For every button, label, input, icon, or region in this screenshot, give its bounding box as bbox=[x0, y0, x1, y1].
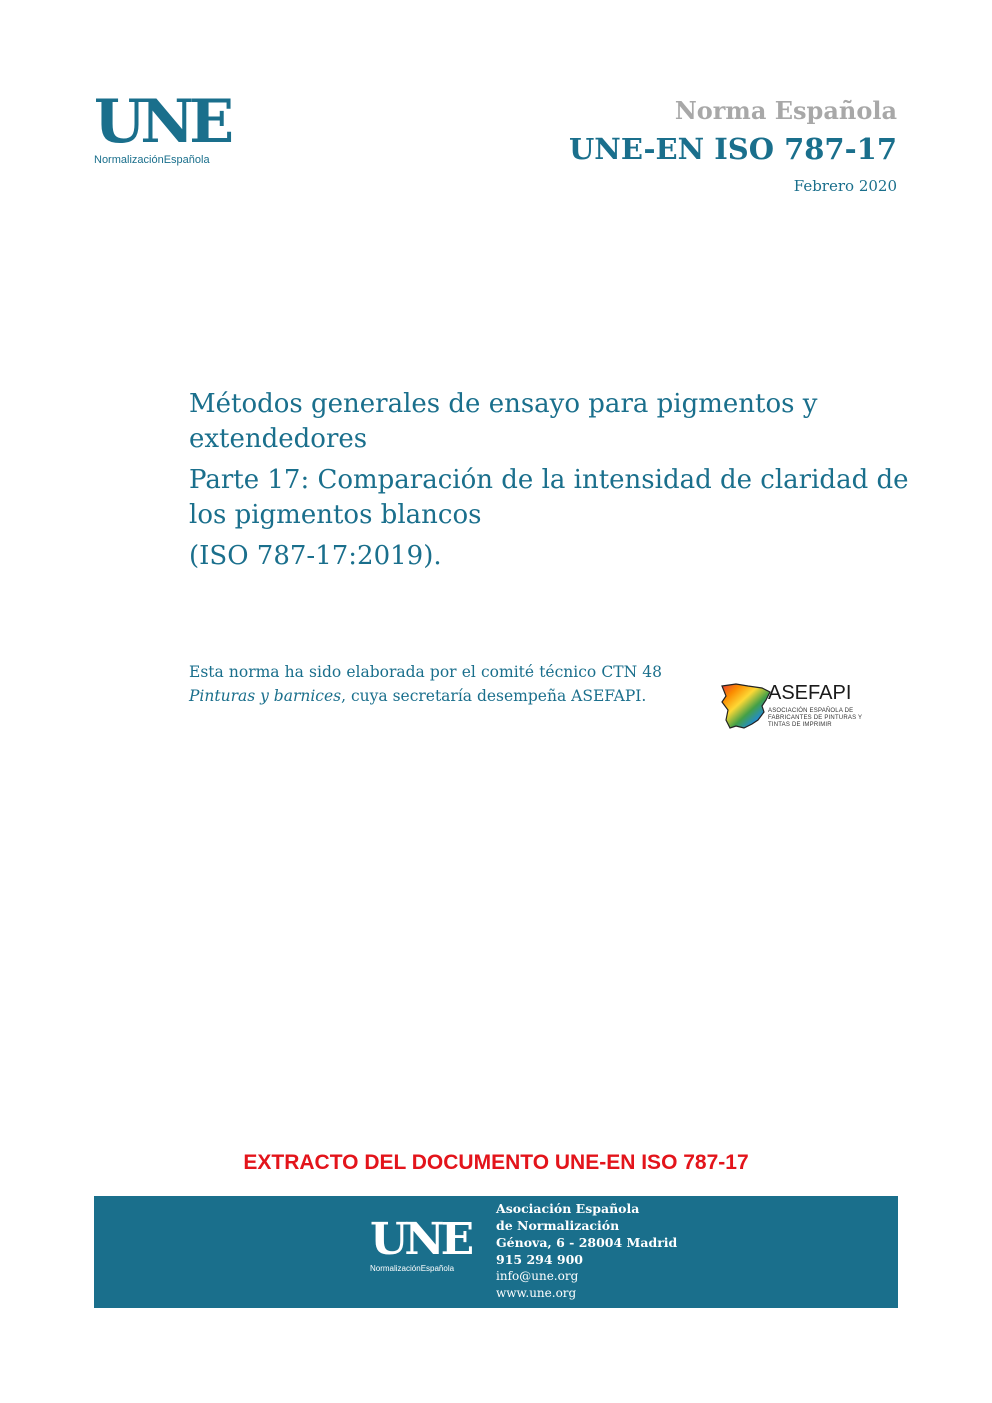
title-line-5: (ISO 787-17:2019). bbox=[189, 541, 442, 571]
une-logo-sub-a: Normalización bbox=[94, 154, 164, 166]
footer-org-line-1: Asociación Española bbox=[496, 1201, 640, 1216]
footer-contact bbox=[496, 1200, 677, 1302]
asefapi-logo bbox=[718, 676, 878, 736]
title-line-3: Parte 17: Comparación de la intensidad de claridad de bbox=[189, 465, 909, 495]
extract-notice: EXTRACTO DEL DOCUMENTO UNE-EN ISO 787-17 bbox=[243, 1151, 749, 1174]
norma-date: Febrero 2020 bbox=[793, 177, 897, 195]
spain-map-rainbow-icon bbox=[718, 680, 774, 736]
asefapi-name: ASEFAPI bbox=[768, 682, 852, 704]
committee-text-b: , cuya secretaría desempeña ASEFAPI. bbox=[341, 687, 647, 705]
norma-label: Norma Española bbox=[674, 96, 897, 125]
footer-une-logo bbox=[370, 1214, 480, 1273]
committee-paragraph bbox=[189, 660, 662, 708]
title-line-1: Métodos generales de ensayo para pigmentos y bbox=[189, 389, 818, 419]
une-logo bbox=[94, 87, 254, 182]
asefapi-subtitle: ASOCIACIÓN ESPAÑOLA DE FABRICANTES DE PINTURAS Y TINTAS DE IMPRIMIR bbox=[768, 708, 863, 728]
une-logo-sub-b: Española bbox=[163, 154, 210, 166]
title-line-2: extendedores bbox=[189, 424, 368, 454]
footer-band bbox=[94, 1196, 898, 1308]
committee-text-a: Esta norma ha sido elaborada por el comité técnico CTN 48 bbox=[189, 663, 662, 681]
footer-org-line-2: de Normalización bbox=[496, 1218, 620, 1233]
footer-logo-letters: UNE bbox=[370, 1214, 471, 1265]
footer-address: Génova, 6 - 28004 Madrid bbox=[496, 1235, 678, 1250]
committee-name: Pinturas y barnices bbox=[189, 687, 342, 705]
une-logo-letters: UNE bbox=[94, 87, 230, 157]
footer-web-link[interactable]: www.une.org bbox=[496, 1286, 577, 1300]
norma-code: UNE-EN ISO 787-17 bbox=[569, 132, 897, 166]
footer-logo-subtitle bbox=[370, 1264, 480, 1273]
footer-logo-sub-a: Normalización bbox=[370, 1264, 421, 1273]
footer-phone: 915 294 900 bbox=[496, 1252, 583, 1267]
footer-logo-sub-b: Española bbox=[420, 1264, 455, 1273]
document-title bbox=[189, 387, 909, 574]
title-line-4: los pigmentos blancos bbox=[189, 500, 482, 530]
footer-email-link[interactable]: info@une.org bbox=[496, 1269, 579, 1283]
